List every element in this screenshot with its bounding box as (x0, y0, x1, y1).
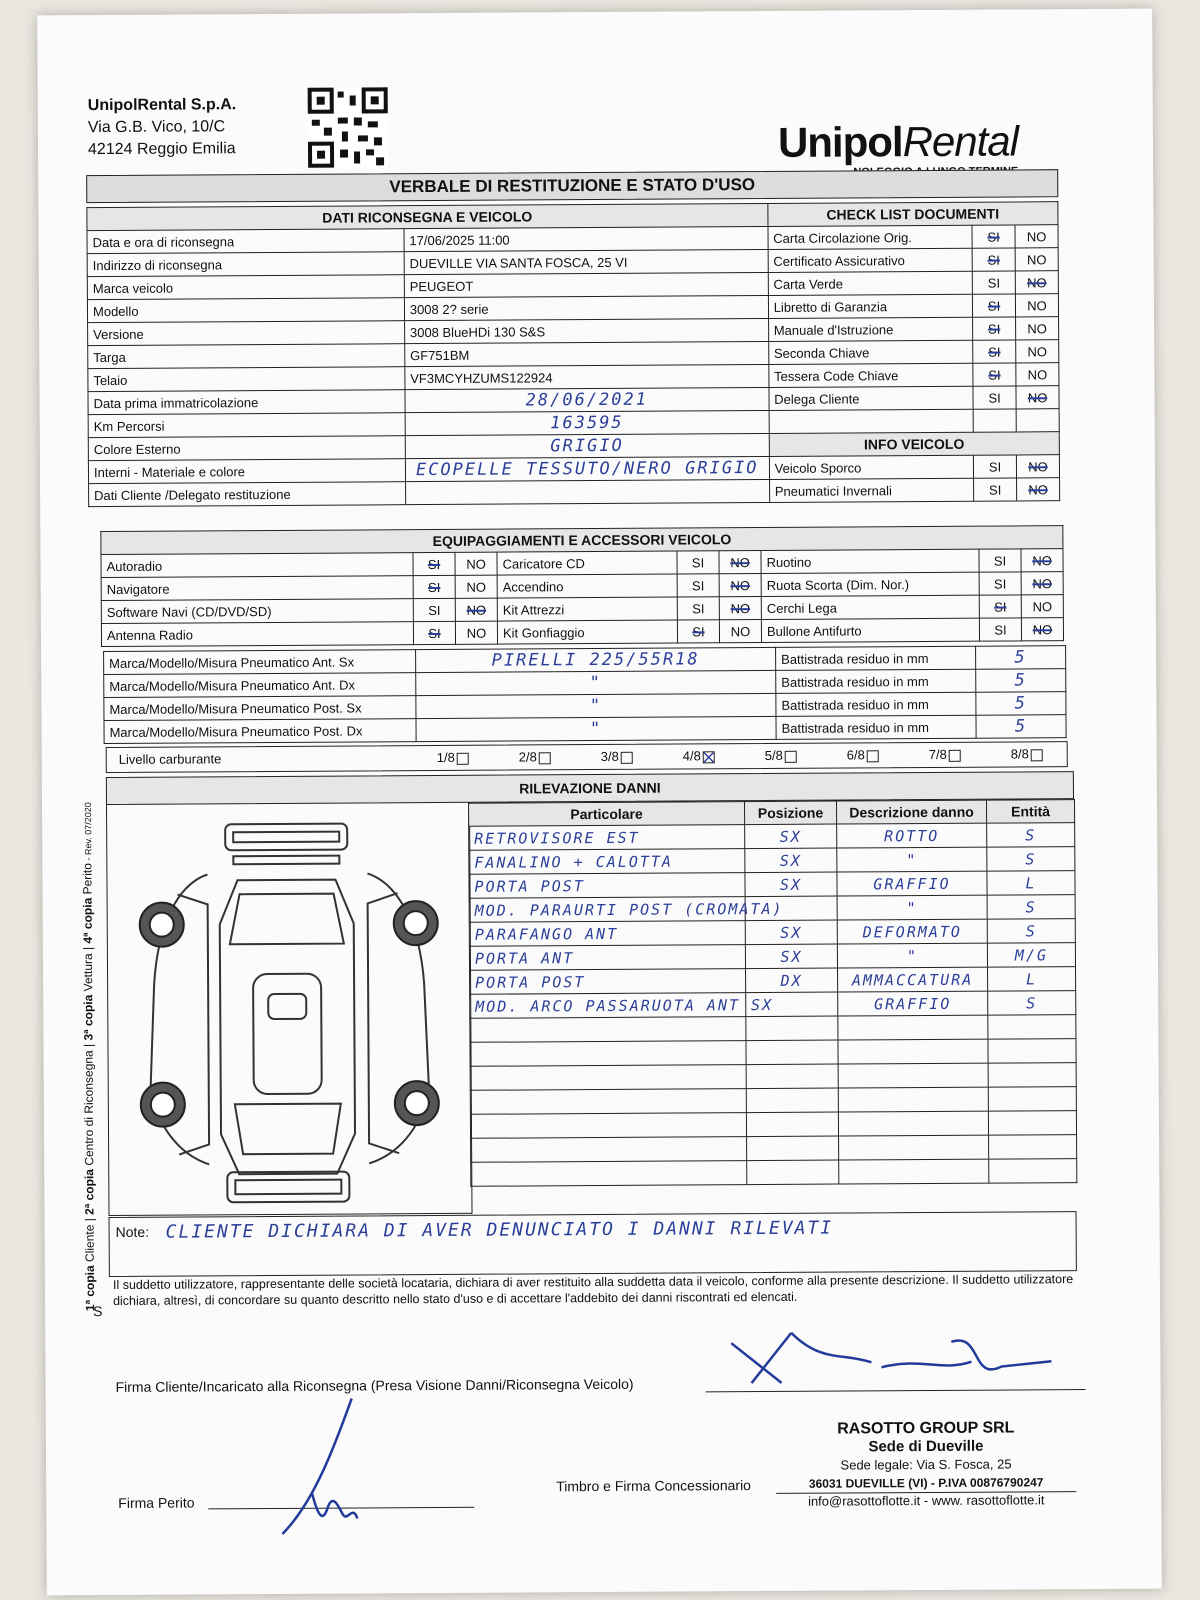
equipment-label: Caricatore CD (497, 551, 677, 575)
fuel-checkbox (703, 751, 715, 763)
tyre-value: " (416, 716, 776, 741)
checklist-no: NO (1015, 271, 1058, 294)
tyre-label: Marca/Modello/Misura Pneumatico Ant. Sx (104, 650, 416, 675)
fuel-level-text: 1/8 (436, 749, 455, 765)
damage-part: PORTA POST (470, 969, 746, 995)
damage-desc: " (837, 847, 987, 872)
fuel-level-option (929, 747, 961, 762)
damage-part (470, 1065, 746, 1091)
vehicle-field-label: Data prima immatricolazione (88, 390, 405, 415)
notes-text: CLIENTE DICHIARA DI AVER DENUNCIATO I DANNI RILEVATI (165, 1217, 834, 1243)
vehicle-field-label: Dati Cliente /Delegato restituzione (89, 482, 406, 507)
damage-ent: S (988, 991, 1076, 1016)
checklist-no: NO (1015, 294, 1058, 317)
damage-table (468, 799, 1077, 1187)
stamp-line4: 36031 DUEVILLE (VI) - P.IVA 00876790247 (808, 1475, 1044, 1491)
company-name: UnipolRental S.p.A. (87, 96, 237, 115)
damage-header: Entità (986, 800, 1074, 824)
empty-cell (973, 409, 1016, 432)
damage-ent (988, 1087, 1076, 1112)
damage-part (470, 1017, 746, 1043)
damage-row (471, 1135, 1077, 1163)
damage-part: MOD. ARCO PASSARUOTA ANT SX (470, 993, 746, 1019)
damage-pos: SX (745, 944, 837, 969)
tread-label: Battistrada residuo in mm (776, 715, 976, 739)
empty-cell (769, 409, 974, 433)
tread-label: Battistrada residuo in mm (776, 646, 976, 670)
damage-desc: ROTTO (837, 823, 987, 848)
damage-desc: GRAFFIO (837, 871, 987, 896)
checklist-label: Seconda Chiave (768, 340, 973, 364)
info-label: Veicolo Sporco (769, 455, 974, 479)
equipment-no: NO (719, 551, 761, 574)
stamp-line3: Sede legale: Via S. Fosca, 25 (840, 1456, 1012, 1473)
damage-desc (838, 1039, 988, 1064)
equipment-label: Cerchi Lega (761, 595, 979, 619)
car-diagram-panel (106, 803, 473, 1216)
tread-value: 5 (976, 646, 1066, 670)
checklist-si: SI (972, 248, 1015, 271)
fuel-level-text: 8/8 (1010, 746, 1029, 762)
damage-pos: SX (745, 824, 837, 849)
empty-cell (1016, 409, 1059, 432)
damage-header: Particolare (469, 802, 745, 827)
fuel-level-text: 6/8 (846, 747, 865, 763)
fuel-level-option (683, 748, 715, 763)
client-signature-label: Firma Cliente/Incaricato alla Riconsegna (Presa Visione Danni/Riconsegna Veicolo) (115, 1375, 634, 1395)
damage-desc (838, 1111, 988, 1136)
fuel-checkbox (785, 750, 797, 762)
copy2: Centro di Riconsegna | (81, 1040, 97, 1170)
side-s: S (93, 1303, 103, 1320)
damage-part (471, 1161, 747, 1187)
equipment-no: NO (455, 575, 497, 598)
checklist-si: SI (973, 386, 1016, 409)
vehicle-field-value: 3008 BlueHDi 130 S&S (404, 318, 768, 343)
vehicle-field-value: 28/06/2021 (405, 387, 769, 412)
checklist-si: SI (973, 317, 1016, 340)
fuel-checkbox (949, 749, 961, 761)
copy2-bold: 2ª copia (82, 1169, 97, 1215)
damage-row (470, 967, 1076, 995)
equipment-label: Kit Attrezzi (497, 597, 677, 621)
company-city: 42124 Reggio Emilia (87, 140, 236, 159)
damage-row (470, 1111, 1076, 1139)
info-no: NO (1016, 455, 1059, 478)
copy1: Cliente | (82, 1214, 97, 1266)
equipment-label: Antenna Radio (101, 622, 413, 647)
damage-row (469, 871, 1075, 899)
qr-code-icon (308, 87, 388, 167)
damage-pos (747, 1136, 839, 1161)
info-si: SI (973, 455, 1016, 478)
fuel-label: Livello carburante (118, 751, 222, 767)
damage-part (470, 1113, 746, 1139)
damage-ent (988, 1111, 1076, 1136)
equipment-si: SI (677, 551, 719, 574)
equipment-si: SI (677, 574, 719, 597)
checklist-label: Carta Circolazione Orig. (768, 225, 973, 249)
equipment-si: SI (413, 621, 455, 644)
damage-header: Posizione (745, 801, 837, 825)
damage-part: PARAFANGO ANT (469, 921, 745, 947)
checklist-si: SI (972, 225, 1015, 248)
damage-pos (746, 1016, 838, 1041)
equipment-si: SI (413, 575, 455, 598)
damage-ent: L (987, 871, 1075, 896)
damage-section-title: RILEVAZIONE DANNI (106, 771, 1074, 805)
vehicle-field-value: 163595 (405, 410, 769, 435)
vehicle-field-value: VF3MCYHZUMS122924 (405, 364, 769, 389)
vehicle-field-value: 17/06/2025 11:00 (404, 226, 768, 251)
equipment-label: Software Navi (CD/DVD/SD) (101, 599, 413, 624)
vehicle-row (89, 478, 1060, 507)
equipment-label: Ruota Scorta (Dim. Nor.) (761, 572, 979, 596)
section-checklist-title: CHECK LIST DOCUMENTI (768, 202, 1058, 227)
equipment-no: NO (1021, 618, 1063, 641)
damage-row (469, 943, 1075, 971)
vehicle-field-label: Indirizzo di riconsegna (87, 252, 404, 277)
tread-value: 5 (976, 692, 1066, 716)
damage-desc: " (837, 943, 987, 968)
damage-part (470, 1089, 746, 1115)
damage-part (470, 1041, 746, 1067)
checklist-si: SI (973, 340, 1016, 363)
damage-row (470, 991, 1076, 1019)
equipment-no: NO (1021, 572, 1063, 595)
equipment-si: SI (979, 549, 1021, 572)
vehicle-field-label: Interni - Materiale e colore (88, 459, 405, 484)
damage-pos: SX (745, 920, 837, 945)
tread-label: Battistrada residuo in mm (776, 669, 976, 693)
damage-header: Descrizione danno (836, 800, 986, 824)
notes-box (109, 1211, 1077, 1277)
damage-part: RETROVISORE EST (469, 825, 745, 851)
damage-pos (746, 1088, 838, 1113)
vehicle-field-value: PEUGEOT (404, 272, 768, 297)
revision: - Rev. 07/2020 (82, 802, 94, 864)
damage-row (469, 895, 1075, 923)
equipment-no: NO (719, 597, 761, 620)
damage-desc (839, 1135, 989, 1160)
fuel-level-text: 4/8 (682, 748, 701, 764)
damage-ent: L (988, 967, 1076, 992)
vehicle-field-value (405, 479, 769, 504)
damage-part: PORTA POST (469, 873, 745, 899)
damage-ent: S (987, 823, 1075, 848)
damage-row (470, 1087, 1076, 1115)
tread-value: 5 (976, 715, 1066, 739)
equipment-no: NO (719, 574, 761, 597)
copy-distribution-text (80, 802, 97, 1311)
damage-desc: " (837, 895, 987, 920)
damage-part: FANALINO + CALOTTA (469, 849, 745, 875)
equipment-si: SI (413, 552, 455, 575)
fuel-checkbox (621, 751, 633, 763)
tyre-label: Marca/Modello/Misura Pneumatico Post. Dx (104, 719, 416, 744)
equipment-si: SI (677, 597, 719, 620)
damage-row (469, 823, 1075, 851)
fuel-level-option (1011, 746, 1043, 761)
equipment-no: NO (719, 620, 761, 643)
damage-desc (839, 1159, 989, 1184)
fuel-level-option (437, 750, 469, 765)
checklist-si: SI (972, 294, 1015, 317)
damage-row (469, 847, 1075, 875)
fuel-level-text: 7/8 (928, 746, 947, 762)
damage-ent: S (987, 847, 1075, 872)
vehicle-data-table (86, 201, 1060, 507)
damage-desc: DEFORMATO (837, 919, 987, 944)
document-sheet (37, 9, 1162, 1596)
copy1-bold: 1ª copia (82, 1265, 98, 1312)
vehicle-field-label: Modello (87, 298, 404, 323)
vehicle-field-value: DUEVILLE VIA SANTA FOSCA, 25 VI (404, 249, 768, 274)
checklist-no: NO (1016, 340, 1059, 363)
fuel-level-option (519, 749, 551, 764)
tyre-label: Marca/Modello/Misura Pneumatico Ant. Dx (104, 673, 416, 698)
tyre-value: " (416, 693, 776, 718)
dealer-signature-label: Timbro e Firma Concessionario (556, 1477, 751, 1495)
damage-desc (838, 1087, 988, 1112)
section-info-title: INFO VEICOLO (769, 432, 1059, 457)
damage-ent: S (987, 895, 1075, 920)
tyres-table (103, 645, 1067, 744)
info-label: Pneumatici Invernali (769, 478, 974, 502)
vehicle-field-value: GF751BM (405, 341, 769, 366)
equipment-no: NO (1021, 595, 1063, 618)
damage-pos (747, 1160, 839, 1185)
disclaimer-text: Il suddetto utilizzatore, rappresentante delle società locataria, dichiara di aver restituito alla suddetta data il veicolo, conforme alla presente descrizione. Il suddetto utilizzatore dichiara, altresì, di concordare su quanto descritto nello stato d'uso e di accettare l'addebito dei danni riscontrati ed elencati. (112, 1272, 1074, 1308)
damage-ent (988, 1039, 1076, 1064)
damage-row (469, 919, 1075, 947)
damage-pos (746, 1040, 838, 1065)
stamp-line2: Sede di Dueville (868, 1437, 984, 1456)
fuel-level-option (847, 747, 879, 762)
vehicle-field-label: Km Percorsi (88, 413, 405, 438)
company-street: Via G.B. Vico, 10/C (87, 118, 226, 137)
fuel-level-row (106, 741, 1068, 773)
fuel-checkbox (539, 752, 551, 764)
equipment-label: Navigatore (101, 576, 413, 601)
damage-row (471, 1159, 1077, 1187)
checklist-label: Tessera Code Chiave (769, 363, 974, 387)
equipment-label: Kit Gonfiaggio (497, 620, 677, 644)
stamp-line5: info@rasottoflotte.it - www. rasottoflotte.it (807, 1492, 1045, 1509)
equipment-no: NO (455, 598, 497, 621)
damage-part: MOD. PARAURTI POST (CROMATA) (469, 897, 745, 923)
perito-signature-label: Firma Perito (118, 1494, 195, 1511)
equipment-label: Ruotino (761, 549, 979, 573)
tread-label: Battistrada residuo in mm (776, 692, 976, 716)
tyre-label: Marca/Modello/Misura Pneumatico Post. Sx (104, 696, 416, 721)
logo-bold: Unipol (777, 118, 903, 166)
tyre-row (104, 715, 1066, 744)
perito-signature-icon (272, 1393, 393, 1544)
equipment-si: SI (979, 618, 1021, 641)
checklist-si: SI (973, 363, 1016, 386)
damage-ent (988, 1015, 1076, 1040)
section-equip-title: EQUIPAGGIAMENTI E ACCESSORI VEICOLO (101, 526, 1063, 555)
equipment-no: NO (455, 621, 497, 644)
info-si: SI (974, 478, 1017, 501)
damage-pos: DX (746, 968, 838, 993)
tyre-value: PIRELLI 225/55R18 (416, 647, 776, 672)
copy4-bold: 4ª copia (80, 897, 95, 944)
checklist-label: Libretto di Garanzia (768, 294, 973, 318)
fuel-checkbox (1031, 749, 1043, 761)
damage-row (470, 1015, 1076, 1043)
damage-pos: SX (745, 872, 837, 897)
tyre-value: " (416, 670, 776, 695)
checklist-no: NO (1016, 317, 1059, 340)
equipment-no: NO (1021, 549, 1063, 572)
damage-row (470, 1063, 1076, 1091)
vehicle-field-label: Colore Esterno (88, 436, 405, 461)
damage-pos: SX (745, 848, 837, 873)
damage-pos (746, 1112, 838, 1137)
damage-ent (989, 1159, 1077, 1184)
document-title: VERBALE DI RESTITUZIONE E STATO D'USO (86, 169, 1058, 203)
equipment-row (101, 618, 1063, 647)
equipment-no: NO (455, 552, 497, 575)
company-address (88, 94, 237, 161)
checklist-label: Manuale d'Istruzione (768, 317, 973, 341)
fuel-level-text: 2/8 (518, 749, 537, 765)
fuel-level-option (765, 748, 797, 763)
equipment-si: SI (979, 572, 1021, 595)
dealer-stamp (776, 1419, 1077, 1511)
damage-ent (988, 1063, 1076, 1088)
equipment-si: SI (979, 595, 1021, 618)
checklist-no: NO (1015, 225, 1058, 248)
damage-desc (838, 1063, 988, 1088)
damage-ent: S (987, 919, 1075, 944)
tread-value: 5 (976, 669, 1066, 693)
vehicle-field-label: Targa (88, 344, 405, 369)
damage-part (471, 1137, 747, 1163)
damage-desc: GRAFFIO (838, 991, 988, 1016)
damage-desc (838, 1015, 988, 1040)
damage-row (470, 1039, 1076, 1067)
equipment-si: SI (677, 620, 719, 643)
equipment-label: Bullone Antifurto (761, 618, 979, 642)
checklist-label: Certificato Assicurativo (768, 248, 973, 272)
checklist-label: Carta Verde (768, 271, 973, 295)
checklist-label: Delega Cliente (769, 386, 974, 410)
logo-italic: Rental (902, 117, 1019, 166)
notes-label: Note: (115, 1223, 150, 1240)
stamp-line1: RASOTTO GROUP SRL (837, 1419, 1015, 1438)
vehicle-field-label: Marca veicolo (87, 275, 404, 300)
checklist-no: NO (1016, 386, 1059, 409)
equipment-label: Accendino (497, 574, 677, 598)
vehicle-field-label: Telaio (88, 367, 405, 392)
damage-ent (989, 1135, 1077, 1160)
section-dati-title: DATI RICONSEGNA E VEICOLO (87, 203, 768, 230)
copy3: Vettura | (80, 943, 96, 995)
vehicle-field-label: Data e ora di riconsegna (87, 229, 404, 254)
vehicle-field-value: GRIGIO (405, 433, 769, 458)
vehicle-field-label: Versione (88, 321, 405, 346)
equipment-table (100, 525, 1064, 647)
vehicle-field-value: 3008 2? serie (404, 295, 768, 320)
fuel-level-text: 3/8 (600, 748, 619, 764)
fuel-level-option (601, 749, 633, 764)
client-signature-icon (721, 1321, 1061, 1393)
car-diagram-icon (107, 803, 469, 1213)
vehicle-field-value: ECOPELLE TESSUTO/NERO GRIGIO (405, 456, 769, 481)
copy3-bold: 3ª copia (81, 994, 96, 1041)
fuel-checkbox (867, 750, 879, 762)
equipment-si: SI (413, 598, 455, 621)
info-no: NO (1017, 478, 1060, 501)
fuel-level-text: 5/8 (764, 747, 783, 763)
damage-desc: AMMACCATURA (838, 967, 988, 992)
damage-ent: M/G (987, 943, 1075, 968)
equipment-label: Autoradio (101, 553, 413, 578)
copy4: Perito (80, 863, 95, 898)
fuel-checkbox (457, 752, 469, 764)
damage-part: PORTA ANT (469, 945, 745, 971)
checklist-no: NO (1015, 248, 1058, 271)
damage-pos (746, 1064, 838, 1089)
checklist-no: NO (1016, 363, 1059, 386)
checklist-si: SI (972, 271, 1015, 294)
